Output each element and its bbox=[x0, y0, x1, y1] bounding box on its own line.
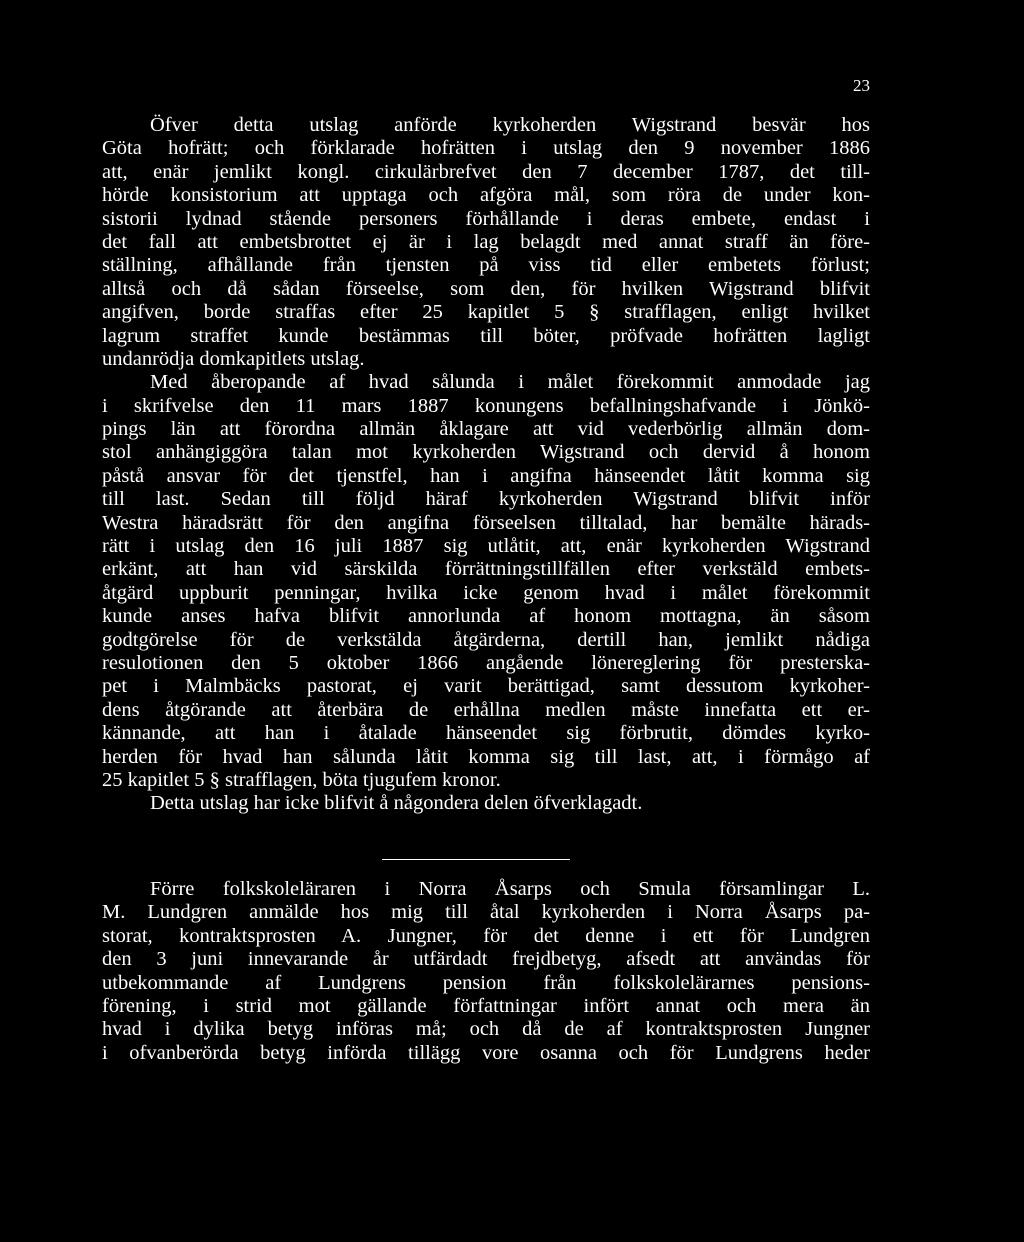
text-line: ställning, afhållande från tjensten på viss tid eller embetets förlust; bbox=[102, 254, 870, 277]
text-line: dens åtgörande att återbära de erhållna medlen måste innefatta ett er- bbox=[102, 698, 870, 721]
text-line: Med åberopande af hvad sålunda i målet förekommit anmodade jag bbox=[150, 371, 870, 394]
text-line: åtgärd uppburit penningar, hvilka icke genom hvad i målet förekommit bbox=[102, 581, 870, 604]
text-line: undanrödja domkapitlets utslag. bbox=[102, 347, 365, 370]
text-line: hörde konsistorium att upptaga och afgöra mål, som röra de under kon- bbox=[102, 184, 870, 207]
text-line: stol anhängiggöra talan mot kyrkoherden Wigstrand och dervid å honom bbox=[102, 441, 870, 464]
text-line: M. Lundgren anmälde hos mig till åtal kyrkoherden i Norra Åsarps pa- bbox=[102, 901, 870, 924]
text-line: herden för hvad han sålunda låtit komma sig till last, att, i förmågo af bbox=[102, 745, 870, 768]
text-section-2 bbox=[102, 878, 870, 1065]
section-divider bbox=[382, 859, 570, 860]
text-line: i ofvanberörda betyg införda tillägg vore osanna och för Lundgrens heder bbox=[102, 1041, 870, 1064]
text-line: sistorii lydnad stående personers förhållande i deras embete, endast i bbox=[102, 207, 870, 230]
text-line: Westra häradsrätt för den angifna förseelsen tilltalad, har bemälte härads- bbox=[102, 511, 870, 534]
text-line: utbekommande af Lundgrens pension från folkskolelärarnes pensions- bbox=[102, 971, 870, 994]
text-line: pet i Malmbäcks pastorat, ej varit berättigad, samt dessutom kyrkoher- bbox=[102, 675, 870, 698]
text-line: det fall att embetsbrottet ej är i lag belagdt med annat straff än före- bbox=[102, 230, 870, 253]
text-line: till last. Sedan till följd häraf kyrkoherden Wigstrand blifvit inför bbox=[102, 488, 870, 511]
text-line: den 3 juni innevarande år utfärdadt frejdbetyg, afsedt att användas för bbox=[102, 948, 870, 971]
page-number: 23 bbox=[853, 76, 870, 95]
text-line: alltså och då sådan förseelse, som den, för hvilken Wigstrand blifvit bbox=[102, 277, 870, 300]
text-line: angifven, borde straffas efter 25 kapitlet 5 § strafflagen, enligt hvilket bbox=[102, 301, 870, 324]
text-line: resulotionen den 5 oktober 1866 angående lönereglering för presterska- bbox=[102, 651, 870, 674]
text-line: pings län att förordna allmän åklagare att vid vederbörlig allmän dom- bbox=[102, 418, 870, 441]
text-line: Förre folkskoleläraren i Norra Åsarps och Smula församlingar L. bbox=[150, 878, 870, 900]
text-line: lagrum straffet kunde bestämmas till böter, pröfvade hofrätten lagligt bbox=[102, 324, 870, 347]
text-section-1 bbox=[102, 114, 870, 816]
text-line: hvad i dylika betyg införas må; och då de af kontraktsprosten Jungner bbox=[102, 1018, 870, 1041]
text-line: godtgörelse för de verkstälda åtgärderna, dertill han, jemlikt nådiga bbox=[102, 628, 870, 651]
text-line: kännande, att han i åtalade hänseendet sig förbrutit, dömdes kyrko- bbox=[102, 722, 870, 745]
text-line: rätt i utslag den 16 juli 1887 sig utlåtit, att, enär kyrkoherden Wigstrand bbox=[102, 535, 870, 558]
text-line: storat, kontraktsprosten A. Jungner, för det denne i ett för Lundgren bbox=[102, 924, 870, 947]
text-line: 25 kapitlet 5 § strafflagen, böta tjugufem kronor. bbox=[102, 768, 501, 791]
text-line: att, enär jemlikt kongl. cirkulärbrefvet den 7 december 1787, det till- bbox=[102, 160, 870, 183]
text-line: kunde anses hafva blifvit annorlunda af honom mottagna, än såsom bbox=[102, 605, 870, 628]
text-line: i skrifvelse den 11 mars 1887 konungens befallningshafvande i Jönkö- bbox=[102, 394, 870, 417]
text-line: Öfver detta utslag anförde kyrkoherden Wigstrand besvär hos bbox=[150, 114, 870, 136]
text-line: erkänt, att han vid särskilda förrättningstillfällen efter verkstäld embets- bbox=[102, 558, 870, 581]
text-line: förening, i strid mot gällande författningar infört annat och mera än bbox=[102, 994, 870, 1017]
text-line: Göta hofrätt; och förklarade hofrätten i utslag den 9 november 1886 bbox=[102, 137, 870, 160]
text-line: Detta utslag har icke blifvit å någondera delen öfverklagadt. bbox=[150, 792, 643, 815]
text-line: påstå ansvar för det tjenstfel, han i angifna hänseendet låtit komma sig bbox=[102, 464, 870, 487]
